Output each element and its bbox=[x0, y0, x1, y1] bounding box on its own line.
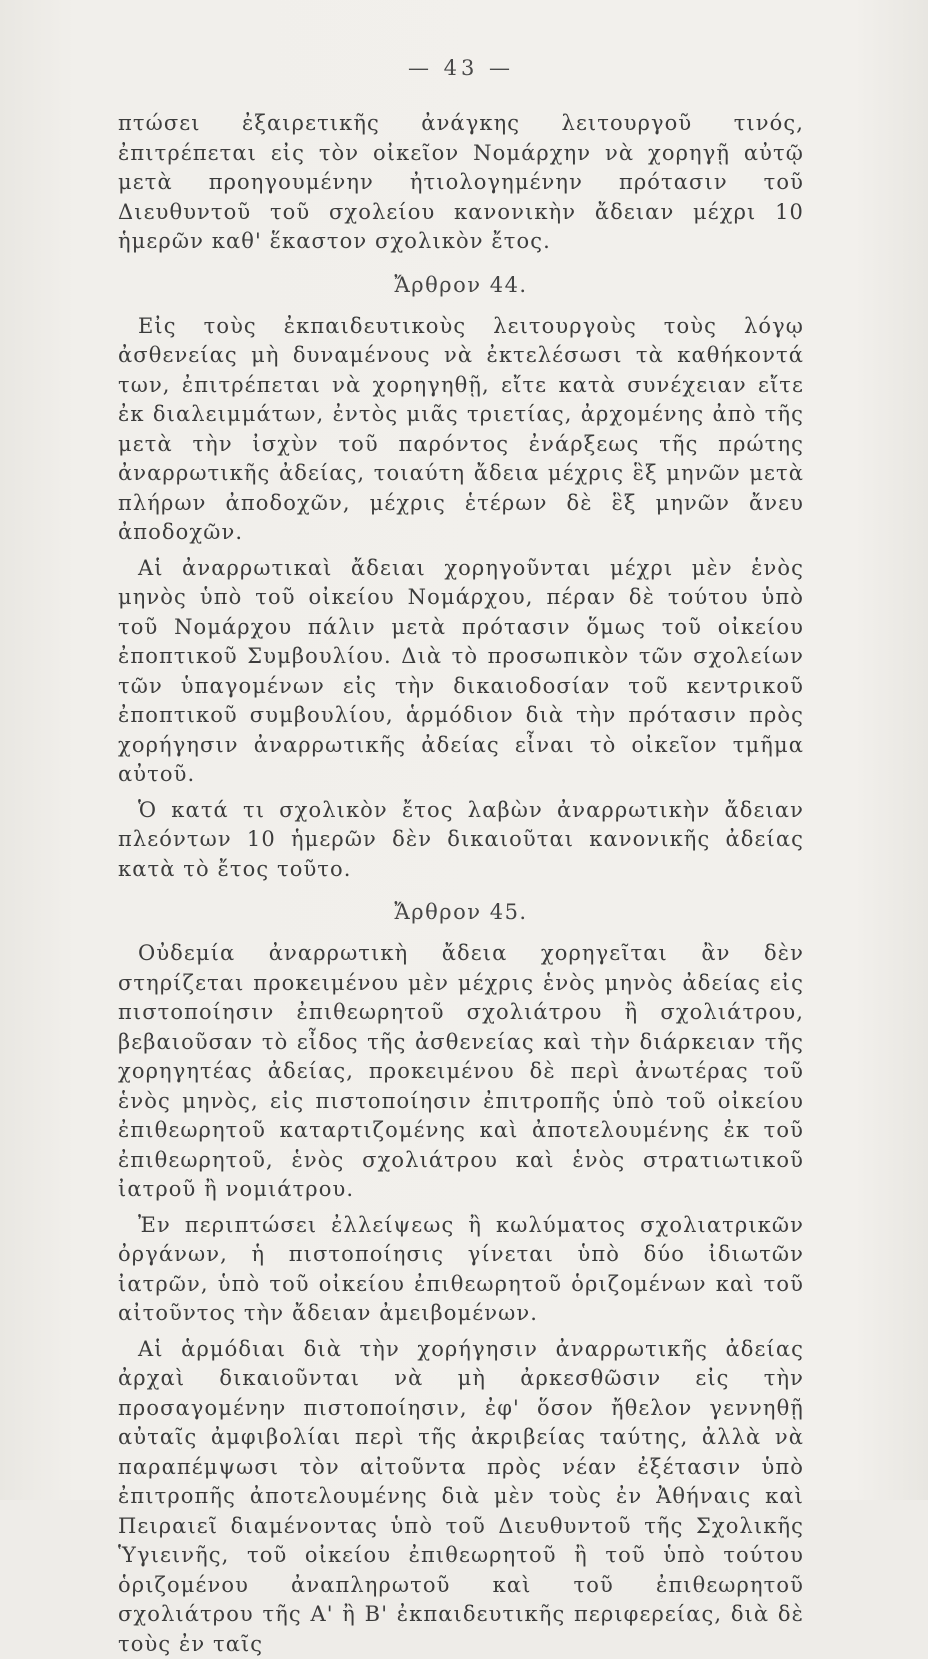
page-number: — 43 — bbox=[118, 58, 804, 79]
paragraph-continuation: πτώσει ἐξαιρετικῆς ἀνάγκης λειτουργοῦ τινός, ἐπιτρέπεται εἰς τὸν οἰκεῖον Νομάρχην νὰ χορηγῇ αὐτῷ μετὰ προηγουμένην ἠτιολογημένην πρότασιν τοῦ Διευθυντοῦ τοῦ σχολείου κανονικὴν ἄδειαν μέχρι 10 ἡμερῶν καθ' ἕκαστον σχολικὸν ἔτος. bbox=[118, 109, 804, 257]
document-body bbox=[118, 109, 804, 1659]
paragraph-article-44-1: Εἰς τοὺς ἐκπαιδευτικοὺς λειτουργοὺς τοὺς λόγῳ ἀσθενείας μὴ δυναμένους νὰ ἐκτελέσωσι τὰ καθήκοντά των, ἐπιτρέπεται νὰ χορηγηθῇ, εἴτε κατὰ συνέχειαν εἴτε ἐκ διαλειμμάτων, ἐντὸς μιᾶς τριετίας, ἀρχομένης ἀπὸ τῆς μετὰ τὴν ἰσχὺν τοῦ παρόντος ἐνάρξεως τῆς πρώτης ἀναρρωτικῆς ἀδείας, τοιαύτη ἄδεια μέχρις ἓξ μηνῶν μετὰ πλήρων ἀποδοχῶν, μέχρις ἑτέρων δὲ ἓξ μηνῶν ἄνευ ἀποδοχῶν. bbox=[118, 312, 804, 548]
paragraph-article-45-1: Οὐδεμία ἀναρρωτικὴ ἄδεια χορηγεῖται ἂν δὲν στηρίζεται προκειμένου μὲν μέχρις ἑνὸς μηνὸς ἀδείας εἰς πιστοποίησιν ἐπιθεωρητοῦ σχολιάτρου ἢ σχολιάτρου, βεβαιοῦσαν τὸ εἶδος τῆς ἀσθενείας καὶ τὴν διάρκειαν τῆς χορηγητέας ἀδείας, προκειμένου δὲ περὶ ἀνωτέρας τοῦ ἑνὸς μηνὸς, εἰς πιστοποίησιν ἐπιτροπῆς ὑπὸ τοῦ οἰκείου ἐπιθεωρητοῦ καταρτιζομένης καὶ ἀποτελουμένης ἐκ τοῦ ἐπιθεωρητοῦ, ἑνὸς σχολιάτρου καὶ ἑνὸς στρατιωτικοῦ ἰατροῦ ἢ νομιάτρου. bbox=[118, 939, 804, 1205]
article-45-heading: Ἄρθρον 45. bbox=[118, 898, 804, 927]
paragraph-article-44-2: Αἱ ἀναρρωτικαὶ ἄδειαι χορηγοῦνται μέχρι μὲν ἑνὸς μηνὸς ὑπὸ τοῦ οἰκείου Νομάρχου, πέραν δὲ τούτου ὑπὸ τοῦ Νομάρχου πάλιν μετὰ πρότασιν ὅμως τοῦ οἰκείου ἐποπτικοῦ Συμβουλίου. Διὰ τὸ προσωπικὸν τῶν σχολείων τῶν ὑπαγομένων εἰς τὴν δικαιοδοσίαν τοῦ κεντρικοῦ ἐποπτικοῦ συμβουλίου, ἁρμόδιον διὰ τὴν πρότασιν πρὸς χορήγησιν ἀναρρωτικῆς ἀδείας εἶναι τὸ οἰκεῖον τμῆμα αὐτοῦ. bbox=[118, 554, 804, 790]
paragraph-article-44-3: Ὁ κατά τι σχολικὸν ἔτος λαβὼν ἀναρρωτικὴν ἄδειαν πλεόντων 10 ἡμερῶν δὲν δικαιοῦται κανονικῆς ἀδείας κατὰ τὸ ἔτος τοῦτο. bbox=[118, 796, 804, 885]
article-44-heading: Ἄρθρον 44. bbox=[118, 271, 804, 300]
paragraph-article-45-3: Αἱ ἁρμόδιαι διὰ τὴν χορήγησιν ἀναρρωτικῆς ἀδείας ἀρχαὶ δικαιοῦνται νὰ μὴ ἀρκεσθῶσιν εἰς τὴν προσαγομένην πιστοποίησιν, ἐφ' ὅσον ἤθελον γεννηθῇ αὐταῖς ἀμφιβολίαι περὶ τῆς ἀκριβείας ταύτης, ἀλλὰ νὰ παραπέμψωσι τὸν αἰτοῦντα πρὸς νέαν ἐξέτασιν ὑπὸ ἐπιτροπῆς ἀποτελουμένης διὰ μὲν τοὺς ἐν Ἀθήναις καὶ Πειραιεῖ διαμένοντας ὑπὸ τοῦ Διευθυντοῦ τῆς Σχολικῆς Ὑγιεινῆς, τοῦ οἰκείου ἐπιθεωρητοῦ ἢ τοῦ ὑπὸ τούτου ὁριζομένου ἀναπληρωτοῦ καὶ τοῦ ἐπιθεωρητοῦ σχολιάτρου τῆς Α' ἢ Β' ἐκπαιδευτικῆς περιφερείας, διὰ δὲ τοὺς ἐν ταῖς bbox=[118, 1335, 804, 1659]
paragraph-article-45-2: Ἐν περιπτώσει ἐλλείψεως ἢ κωλύματος σχολιατρικῶν ὀργάνων, ἡ πιστοποίησις γίνεται ὑπὸ δύο ἰδιωτῶν ἰατρῶν, ὑπὸ τοῦ οἰκείου ἐπιθεωρητοῦ ὁριζομένων καὶ τοῦ αἰτοῦντος τὴν ἄδειαν ἀμειβομένων. bbox=[118, 1211, 804, 1329]
